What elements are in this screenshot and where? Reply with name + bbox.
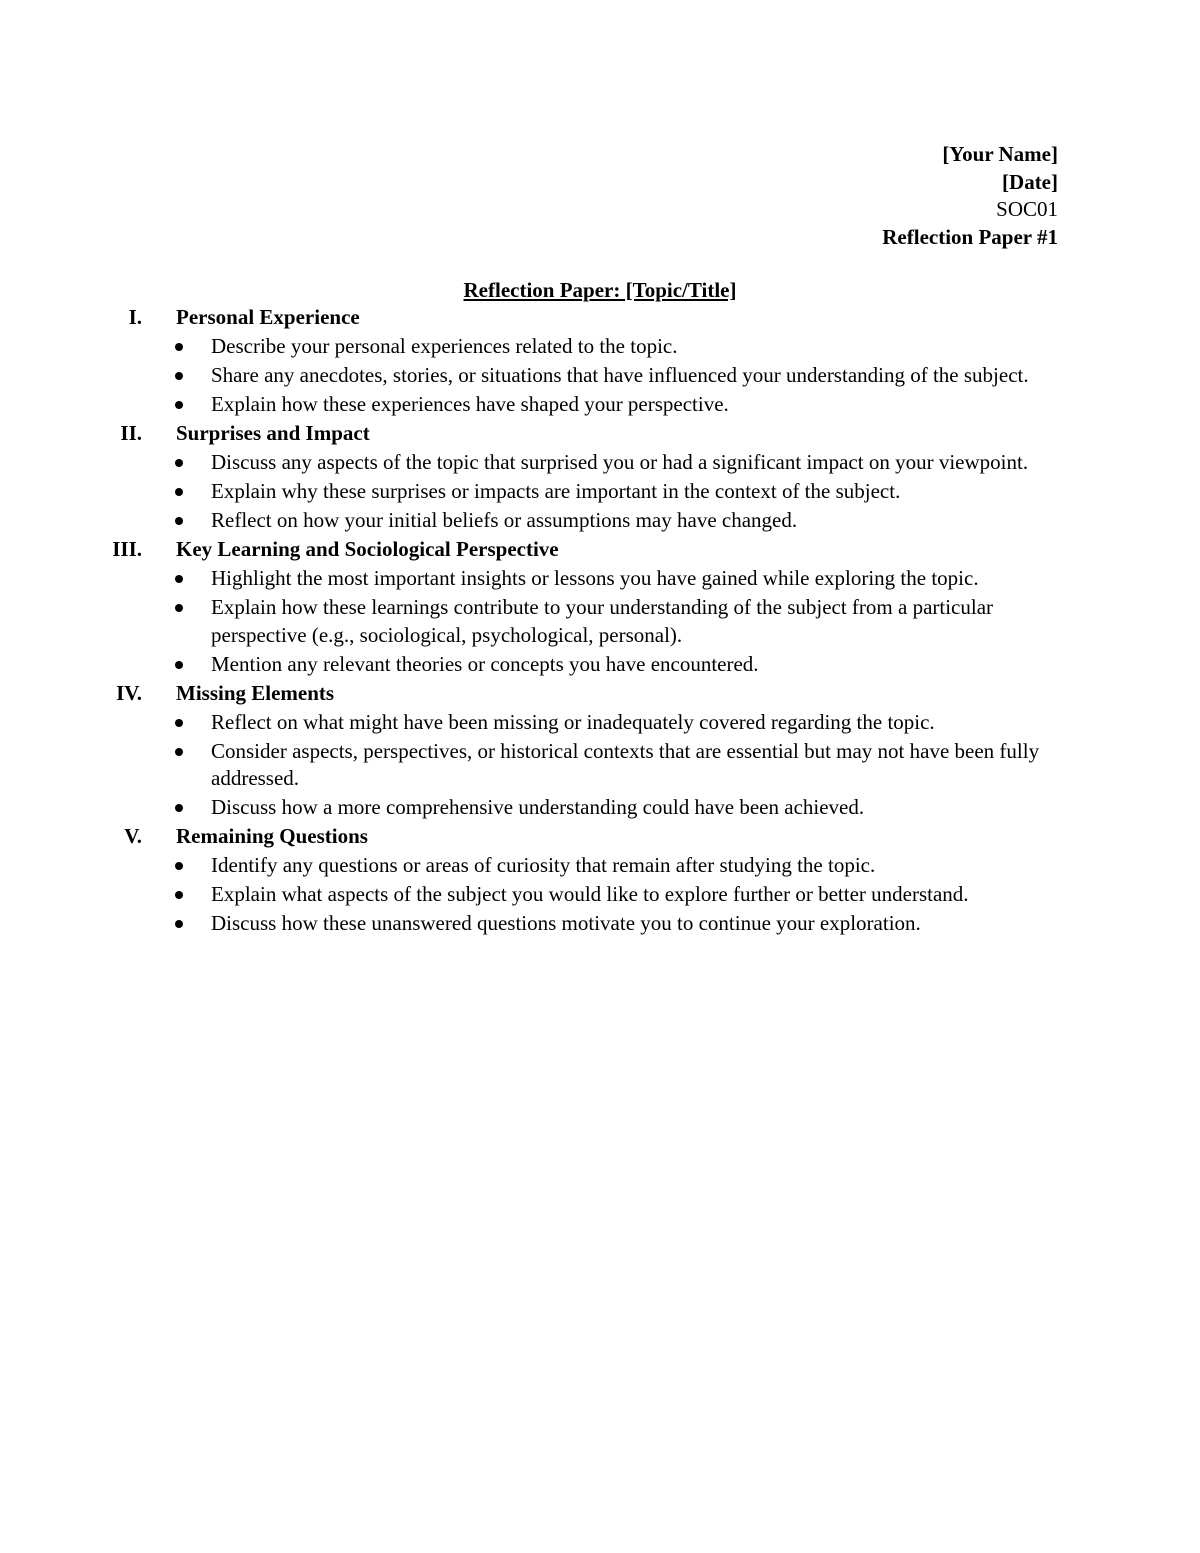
outline: [0, 304, 1200, 939]
list-item: [0, 449, 1061, 477]
bullet-icon: [175, 862, 183, 870]
bullet-text: Explain why these surprises or impacts are important in the context of the subject.: [211, 479, 901, 503]
bullet-icon: [175, 661, 183, 669]
list-item: [0, 507, 1061, 535]
section-missing-elements: [0, 680, 1200, 822]
bullet-text: Describe your personal experiences related to the topic.: [211, 334, 678, 358]
bullet-icon: [175, 488, 183, 496]
bullet-icon: [175, 719, 183, 727]
section-numeral: II.: [120, 421, 142, 445]
list-item: [0, 881, 1061, 909]
bullet-icon: [175, 517, 183, 525]
bullet-text: Discuss how these unanswered questions motivate you to continue your exploration.: [211, 911, 921, 935]
bullet-list: [0, 852, 1200, 938]
section-key-learning: [0, 536, 1200, 678]
bullet-icon: [175, 604, 183, 612]
section-numeral: V.: [124, 824, 142, 848]
section-title: Surprises and Impact: [176, 421, 370, 445]
section-heading: [0, 680, 1200, 708]
bullet-icon: [175, 748, 183, 756]
bullet-text: Discuss how a more comprehensive understanding could have been achieved.: [211, 795, 865, 819]
bullet-text: Highlight the most important insights or lessons you have gained while exploring the topic.: [211, 566, 979, 590]
bullet-text: Reflect on how your initial beliefs or assumptions may have changed.: [211, 508, 798, 532]
list-item: [0, 709, 1061, 737]
bullet-icon: [175, 920, 183, 928]
list-item: [0, 565, 1061, 593]
list-item: [0, 738, 1061, 793]
bullet-icon: [175, 891, 183, 899]
bullet-text: Explain how these learnings contribute to your understanding of the subject from a particular perspective (e.g., sociological, psychological, personal).: [211, 595, 994, 647]
bullet-icon: [175, 459, 183, 467]
section-title: Personal Experience: [176, 305, 360, 329]
section-numeral: I.: [128, 305, 142, 329]
section-surprises-and-impact: [0, 420, 1200, 535]
list-item: [0, 594, 1061, 649]
bullet-icon: [175, 401, 183, 409]
list-item: [0, 794, 1061, 822]
course-code: SOC01: [996, 197, 1058, 221]
section-personal-experience: [0, 304, 1200, 419]
bullet-text: Identify any questions or areas of curiosity that remain after studying the topic.: [211, 853, 876, 877]
bullet-list: [0, 565, 1200, 678]
list-item: [0, 852, 1061, 880]
section-remaining-questions: [0, 823, 1200, 938]
list-item: [0, 362, 1061, 390]
list-item: [0, 333, 1061, 361]
list-item: [0, 391, 1061, 419]
bullet-text: Consider aspects, perspectives, or historical contexts that are essential but may not have been fully addressed.: [211, 738, 1040, 790]
bullet-icon: [175, 575, 183, 583]
bullet-text: Reflect on what might have been missing or inadequately covered regarding the topic.: [211, 709, 935, 734]
bullet-text: Mention any relevant theories or concepts you have encountered.: [211, 651, 759, 676]
section-heading: [0, 304, 1200, 332]
list-item: [0, 478, 1061, 506]
bullet-list: [0, 333, 1200, 419]
bullet-list: [0, 709, 1200, 822]
bullet-icon: [175, 804, 183, 812]
bullet-text: Explain what aspects of the subject you would like to explore further or better understand.: [211, 882, 969, 906]
section-numeral: IV.: [116, 680, 142, 705]
header-block: [882, 141, 1058, 251]
section-title: Remaining Questions: [176, 824, 368, 848]
section-heading: [0, 823, 1200, 851]
section-heading: [0, 420, 1200, 448]
bullet-text: Explain how these experiences have shaped your perspective.: [211, 392, 729, 416]
section-heading: [0, 536, 1200, 564]
document-title: Reflection Paper: [Topic/Title]: [463, 278, 737, 302]
bullet-text: Share any anecdotes, stories, or situations that have influenced your understanding of the subject.: [211, 363, 1029, 387]
bullet-text: Discuss any aspects of the topic that surprised you or had a significant impact on your viewpoint.: [211, 450, 1029, 474]
list-item: [0, 651, 1061, 679]
section-title: Key Learning and Sociological Perspective: [176, 537, 559, 561]
bullet-icon: [175, 343, 183, 351]
list-item: [0, 910, 1061, 938]
section-numeral: III.: [112, 537, 142, 561]
paper-label: Reflection Paper #1: [882, 224, 1058, 249]
bullet-list: [0, 449, 1200, 535]
section-title: Missing Elements: [176, 680, 335, 705]
author-name: [Your Name]: [942, 142, 1058, 166]
paper-date: [Date]: [1002, 169, 1058, 194]
bullet-icon: [175, 372, 183, 380]
